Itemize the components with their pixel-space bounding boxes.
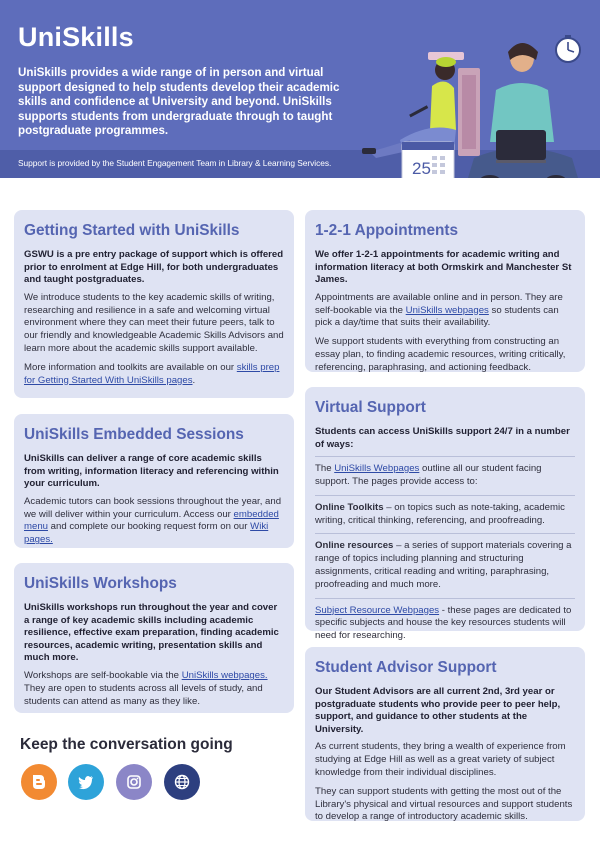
calendar-day: 25	[412, 159, 431, 178]
workshops-title: UniSkills Workshops	[24, 575, 177, 592]
embedded-menu-link[interactable]: embedded menu	[24, 508, 279, 533]
info-strip-text: Support is provided by the Student Engagement Team in Library & Learning Services.	[18, 158, 332, 168]
workshops-text: Workshops are self-bookable via the UniSkills webpages. They are open to students across all levels of study, and students can attend as many as they like.	[24, 669, 268, 707]
embedded-sessions-title: UniSkills Embedded Sessions	[24, 426, 244, 443]
virtual-webpages-text: The UniSkills Webpages outline all our student facing support. The pages provide access to:	[315, 463, 542, 487]
getting-started-text: We introduce students to the key academic skills of writing, researching and resilience in a safe and welcoming virtual environment where they can meet their future peers, talk to our friendly and knowledgeable Academic Skills Advisors and learn more about the academic skills support available.	[24, 291, 284, 354]
getting-started-title: Getting Started with UniSkills	[24, 222, 240, 239]
globe-icon	[173, 773, 191, 791]
embedded-sessions-lead: UniSkills can deliver a range of core academic skills from writing, information literacy and referencing within your curriculum.	[24, 453, 279, 490]
subject-resource-link[interactable]: Subject Resource Webpages	[315, 604, 440, 616]
page-title: UniSkills	[18, 22, 134, 52]
clock-icon	[556, 35, 580, 62]
header-banner	[0, 0, 600, 178]
blogger-button[interactable]	[21, 764, 57, 800]
students-illustration	[350, 30, 600, 178]
intro-text: UniSkills provides a wide range of in person and virtual support designed to help students develop their academic skills and confidence at University and beyond. UniSkills supports students from undergraduate through to taught postgraduate programmes.	[18, 66, 340, 138]
twitter-button[interactable]	[68, 764, 104, 800]
student-advisor-text: As current students, they bring a wealth of experience from studying at Edge Hill as well as a great variety of subject knowledge from their individual disciplines.	[315, 741, 566, 778]
getting-started-card	[14, 210, 294, 398]
man-figure	[468, 43, 578, 178]
instagram-icon	[125, 773, 143, 791]
student-advisor-lead: Our Student Advisors are all current 2nd, 3rd year or postgraduate students who provide peer to peer help, support, and guidance to other students at the University.	[315, 686, 561, 735]
workshops-card	[14, 563, 294, 713]
getting-started-lead: GSWU is a pre entry package of support which is offered prior to enrolment at Edge Hill, for both undergraduates and taught postgraduates.	[24, 249, 284, 286]
virtual-webpages-link[interactable]: UniSkills Webpages	[334, 463, 420, 475]
embedded-sessions-text: Academic tutors can book sessions throughout the year, and we will deliver within your curriculum. Access our embedded menu and complete our booking request form on our Wiki pages.	[24, 495, 282, 546]
divider	[315, 533, 575, 534]
workshops-webpages-link[interactable]: UniSkills webpages.	[181, 669, 268, 681]
student-advisor-card	[305, 647, 585, 821]
virtual-support-lead: Students can access UniSkills support 24/7 in a number of ways:	[315, 426, 570, 450]
divider	[315, 495, 575, 496]
subject-resource-text: Subject Resource Webpages - these pages are dedicated to specific subjects and house the key resources students will need for researching.	[315, 604, 572, 642]
wiki-pages-link[interactable]: Wiki pages.	[24, 521, 269, 546]
instagram-button[interactable]	[116, 764, 152, 800]
workshops-lead: UniSkills workshops run throughout the year and cover a range of key academic skills including academic resilience, effective exam preparation, finding academic resources, academic writing, presentation skills and much more.	[24, 602, 279, 664]
appointments-card	[305, 210, 585, 372]
appointments-webpages-link[interactable]: UniSkills webpages	[405, 304, 489, 316]
embedded-sessions-card	[14, 414, 294, 548]
website-button[interactable]	[164, 764, 200, 800]
online-resources-text: Online resources – a series of support materials covering a range of topics including planning and structuring assignments, critical reading and writing, paraphrasing, proofreading and much more.	[315, 540, 572, 590]
appointments-support-text: We support students with everything from constructing an essay plan, to finding academic resources, writing critically, referencing, paraphrasing, and actioning feedback.	[315, 336, 566, 373]
divider	[315, 598, 575, 599]
appointments-lead: We offer 1-2-1 appointments for academic writing and information literacy at both Ormskirk and Manchester St James.	[315, 249, 572, 286]
follow-heading: Keep the conversation going	[20, 736, 233, 753]
virtual-support-title: Virtual Support	[315, 399, 426, 416]
getting-started-more: More information and toolkits are available on our skills prep for Getting Started With UniSkills pages.	[24, 361, 280, 386]
online-toolkits-text: Online Toolkits – on topics such as note-taking, academic writing, critical thinking, referencing, and proofreading.	[315, 501, 565, 526]
student-advisor-title: Student Advisor Support	[315, 659, 497, 676]
virtual-support-card	[305, 387, 585, 642]
divider	[315, 456, 575, 457]
blogger-icon	[30, 773, 48, 791]
twitter-icon	[77, 773, 95, 791]
calendar-icon	[400, 142, 456, 178]
appointments-text: Appointments are available online and in person. They are self-bookable via the UniSkills webpages so students can pick a day/time that suits their availability.	[315, 291, 563, 329]
appointments-title: 1-2-1 Appointments	[315, 222, 459, 239]
student-advisor-text-2: They can support students with getting the most out of the Library's physical and virtual resources and support students to develop a range of introductory academic skills.	[315, 785, 573, 823]
getting-started-link[interactable]: skills prep for Getting Started With UniSkills pages	[24, 361, 280, 386]
